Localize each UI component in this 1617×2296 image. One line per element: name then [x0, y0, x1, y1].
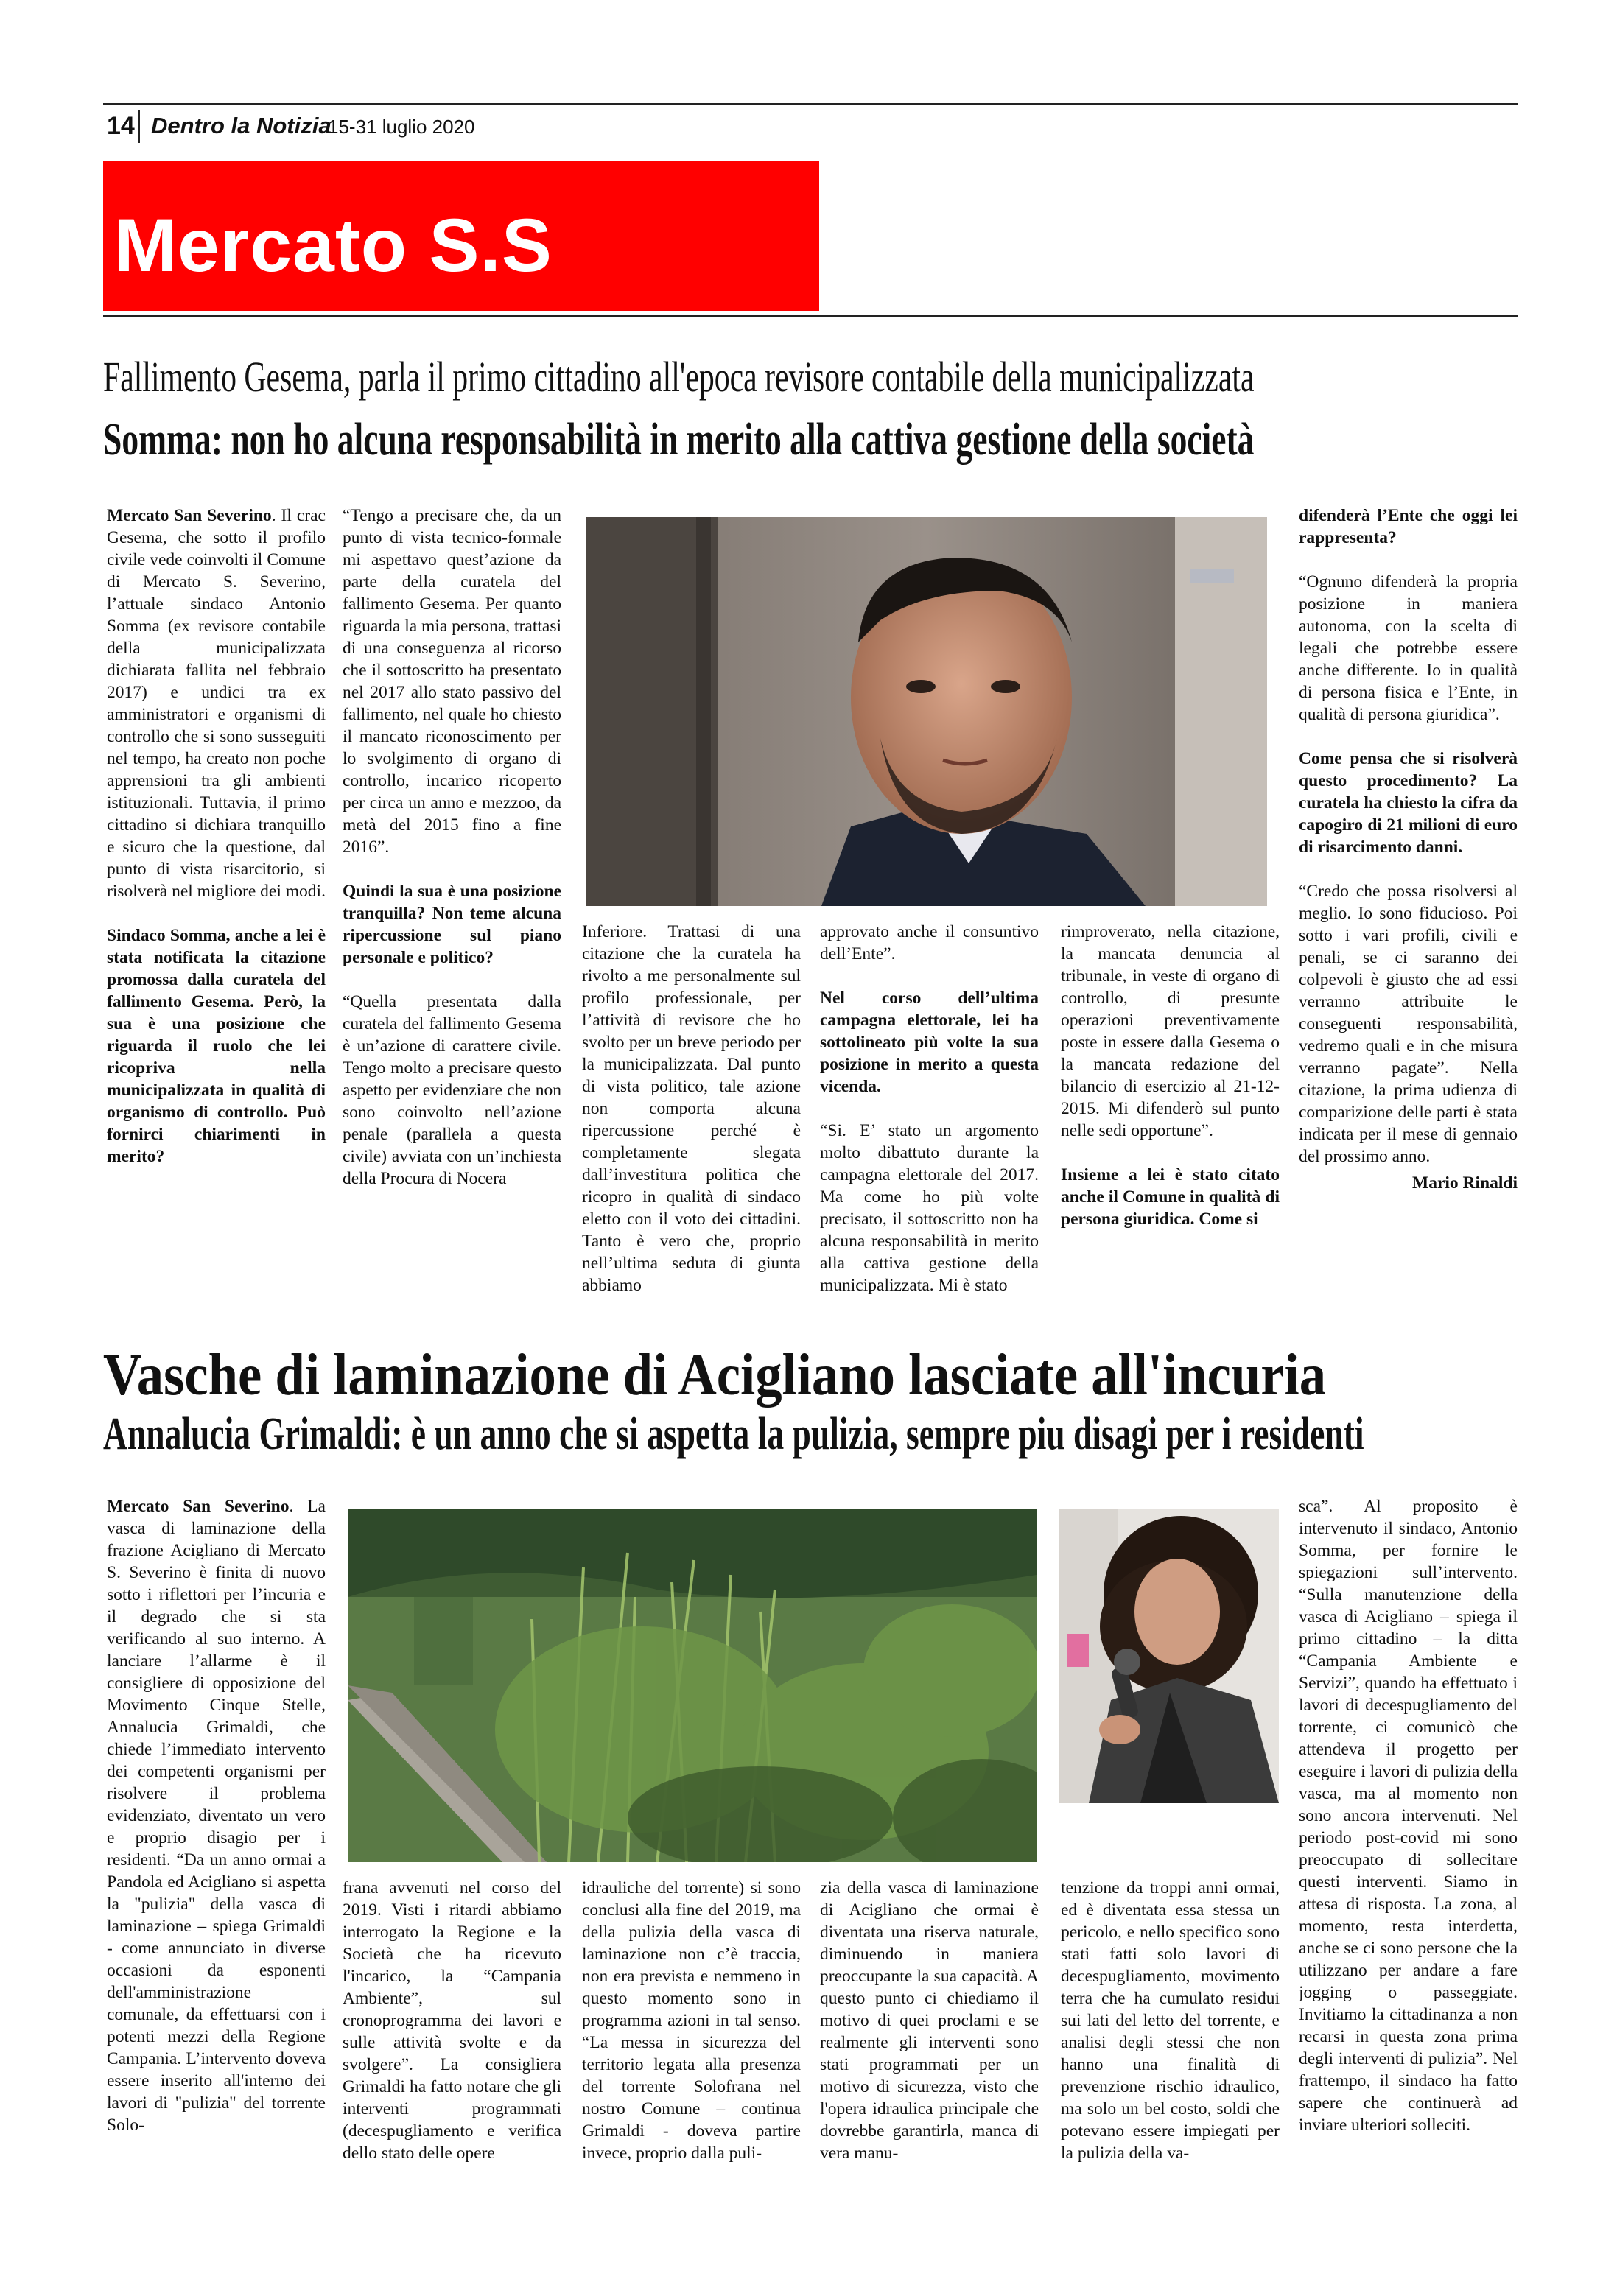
article2-paragraph: frana avvenuti nel corso del 2019. Visti i ritardi abbiamo interrogato la Regione e la Società che ha ricevuto l'incarico, la “Campania Ambiente”, sul cronoprogramma dei lavori e sulle attività svolte e da svolgere”. La consigliera Grimaldi ha fatto notare che gli interventi programmati (decespugliamento e verifica dello stato delle opere: [343, 1878, 561, 2163]
article1-headline: Somma: non ho alcuna responsabilità in merito alla cattiva gestione della società: [103, 415, 1255, 465]
article1-column-4: [820, 921, 1039, 1315]
article2-grimaldi-photo: [1059, 1509, 1279, 1803]
article2-paragraph: zia della vasca di laminazione di Acigliano che ormai è diventata una riserva naturale, diminuendo in maniera preoccupante la sua capacità. A questo punto ci chiediamo il motivo di quei proclami e se realmente gli interventi sono stati programmati per un motivo di sicurezza, visto che l'opera idraulica principale che dovrebbe garantirla, manca di vera manu-: [820, 1878, 1039, 2163]
article2-column-5: [1061, 1877, 1280, 2275]
section-rule: [103, 315, 1518, 317]
article2-headline: Vasche di laminazione di Acigliano lasciate all'incuria: [103, 1343, 1327, 1408]
issue-date: 15-31 luglio 2020: [328, 116, 475, 138]
section-title: Mercato S.S: [114, 203, 553, 287]
article1-column-5: [1061, 921, 1280, 1315]
article2-column-4: [820, 1877, 1039, 2275]
article1-paragraph: “Credo che possa risolversi al meglio. Io sono fiducioso. Poi sotto i vari profili, civili e penali, se ci saranno dei colpevoli è giusto che ad essi verranno attribuite le conseguenti responsabilità, vedremo quali e in che misura verranno pagate”. Nella citazione, la prima udienza di comparizione delle parti è stata indicata per il mese di gennaio del prossimo anno.: [1299, 882, 1518, 1166]
publication-name: Dentro la Notizia: [151, 113, 332, 138]
article1-paragraph: Inferiore. Trattasi di una citazione che la curatela ha rivolto a me personalmente sul profilo professionale, per l’attività di revisore che ho svolto per un breve periodo per la municipalizzata. Dal punto di vista politico, tale azione non comporta alcuna ripercussione perché è completamente slegata dall’investitura politica che ricopro in qualità di sindaco eletto con il voto dei cittadini. Tanto è vero che, proprio nell’ultima seduta di giunta abbiamo: [582, 922, 801, 1295]
article1-question: Nel corso dell’ultima campagna elettorale, lei ha sottolineato più volte la sua posizione in merito a questa vicenda.: [820, 989, 1039, 1096]
page-number: 14: [107, 112, 135, 140]
article2-paragraph: sca”. Al proposito è intervenuto il sindaco, Antonio Somma, per fornire le spiegazioni sull’intervento. “Sulla manutenzione della vasca di Acigliano – spiega il primo cittadino – la ditta “Campania Ambiente e Servizi”, quando ha effettuato i lavori di decespugliamento del torrente, ci comunicò che attendeva il progetto per eseguire i lavori di pulizia della vasca, ma al momento non sono ancora intervenuti. Nel periodo post-covid mi sono preoccupato di sollecitare questi interventi. Siamo in attesa di risposta. La zona, al momento, resta interdetta, anche se ci sono persone che la utilizzano per andare a fare jogging o passeggiate. Invitiamo la cittadinanza a non recarsi in questa zona prima degli interventi di pulizia”. Nel frattempo, il sindaco ha fatto sapere che continuerà ad inviare ulteriori solleciti.: [1299, 1497, 1518, 2135]
article1-column-6: [1299, 505, 1518, 1315]
article1-paragraph: Mercato San Severino. Il crac Gesema, che sotto il profilo civile vede coinvolti il Comune di Mercato S. Severino, l’attuale sindaco Antonio Somma (ex revisore contabile della municipalizzata dichiarata fallita nel febbraio 2017) e undici tra ex amministratori e organismi di controllo che si sono susseguiti nel tempo, ha creato non poche apprensioni tra gli ambienti istituzionali. Tuttavia, il primo cittadino si dichiara tranquillo e sicuro che la questione, dal punto di vista risarcitorio, si risolverà nel migliore dei modi.: [107, 506, 326, 901]
article2-column-6: [1299, 1495, 1518, 2276]
article2-column-1: [107, 1495, 326, 2276]
portrait-image: [586, 517, 1267, 906]
masthead-divider: [138, 110, 140, 143]
article2-subheadline: Annalucia Grimaldi: è un anno che si aspetta la pulizia, sempre piu disagi per i residenti: [103, 1409, 1364, 1459]
article1-paragraph: “Quella presentata dalla curatela del fallimento Gesema è un’azione di carattere civile. Tengo molto a precisare questo aspetto per evidenziare che non sono coinvolto nell’azione penale (parallela a questa civile) avviata con un’inchiesta della Procura di Nocera: [343, 992, 561, 1188]
article2-paragraph: idrauliche del torrente) si sono conclusi alla fine del 2019, ma della pulizia della vasca di laminazione non c’è traccia, non era prevista e nemmeno in questo momento sono in programma azioni in tal senso. “La messa in sicurezza del territorio legata alla presenza del torrente Solofrana nel nostro Comune – continua Grimaldi - doveva partire invece, proprio dalla puli-: [582, 1878, 801, 2163]
article1-question: difenderà l’Ente che oggi lei rappresenta?: [1299, 506, 1518, 547]
article1-paragraph: rimproverato, nella citazione, la mancata denuncia al tribunale, in veste di organo di controllo, di presunte operazioni preventivamente poste in essere dalla Gesema o la mancata redazione del bilancio di esercizio al 21-12-2015. Mi difenderò sul punto nelle sedi opportune”.: [1061, 922, 1280, 1140]
article1-column-3: [582, 921, 801, 1315]
article1-byline: Mario Rinaldi: [1412, 1173, 1518, 1193]
article1-question: Come pensa che si risolverà questo procedimento? La curatela ha chiesto la cifra da capogiro di 21 milioni di euro di risarcimento danni.: [1299, 749, 1518, 857]
article2-column-2: [343, 1877, 561, 2275]
article1-column-2: [343, 505, 561, 1315]
article1-question: Insieme a lei è stato citato anche il Comune in qualità di persona giuridica. Come si: [1061, 1165, 1280, 1229]
article1-question: Sindaco Somma, anche a lei è stata notificata la citazione promossa dalla curatela del fallimento Gesema. Però, la sua è una posizione che riguarda il ruolo che lei ricopriva nella municipalizzata in qualità di organismo di controllo. Può fornirci chiarimenti in merito?: [107, 926, 326, 1166]
article2-paragraph: Mercato San Severino. La vasca di laminazione della frazione Acigliano di Mercato S. Severino è finita di nuovo sotto i riflettori per l’incuria e il degrado che si sta verificando al suo interno. A lanciare l’allarme è il consigliere di opposizione del Movimento Cinque Stelle, Annalucia Grimaldi, che chiede l’immediato intervento dei competenti organismi per risolvere il problema evidenziato, diventato un vero e proprio disagio per i residenti. “Da un anno ormai a Pandola ed Acigliano si aspetta la "pulizia" della vasca di laminazione – spiega Grimaldi - come annunciato in diverse occasioni da esponenti dell'amministrazione comunale, da effettuarsi con i potenti mezzi della Regione Campania. L’intervento doveva essere inserito all'interno dei lavori di "pulizia" del torrente Solo-: [107, 1497, 326, 2135]
article1-portrait-photo: [586, 517, 1267, 906]
article1-paragraph: “Ognuno difenderà la propria posizione in maniera autonoma, con la scelta di legali che potrebbe essere anche differente. Io in qualità di persona fisica e l’Ente, in qualità di persona giuridica”.: [1299, 572, 1518, 724]
grimaldi-image: [1059, 1509, 1279, 1803]
article2-column-3: [582, 1877, 801, 2275]
article2-basin-photo: [348, 1509, 1037, 1862]
basin-image: [348, 1509, 1037, 1862]
article1-question: Quindi la sua è una posizione tranquilla? Non teme alcuna ripercussione sul piano personale e politico?: [343, 882, 561, 967]
article1-paragraph: “Si. E’ stato un argomento molto dibattuto durante la campagna elettorale del 2017. Ma come ho più volte precisato, il sottoscritto non ha alcuna responsabilità in merito alla cattiva gestione della municipalizzata. Mi è stato: [820, 1121, 1039, 1295]
article1-paragraph: approvato anche il consuntivo dell’Ente”.: [820, 922, 1039, 963]
top-rule: [103, 103, 1518, 105]
article1-column-1: [107, 505, 326, 1315]
article1-paragraph: “Tengo a precisare che, da un punto di vista tecnico-formale mi aspettavo quest’azione da parte della curatela del fallimento Gesema. Per quanto riguarda la mia persona, trattasi di una conseguenza al ricorso che il sottoscritto ha presentato nel 2017 allo stato passivo del fallimento, nel quale ho chiesto il mancato riconoscimento per lo svolgimento di organo di controllo, incarico ricoperto per circa un anno e mezzoo, da metà del 2015 fino a fine 2016”.: [343, 506, 561, 857]
article2-paragraph: tenzione da troppi anni ormai, ed è diventata essa stessa un pericolo, e nello specifico sono stati fatti solo lavori di decespugliamento, movimento terra che ha cumulato residui sui lati del letto del torrente, e analisi degli stessi che non hanno una finalità di prevenzione rischio idraulico, ma solo un bel costo, soldi che potevano essere impiegati per la pulizia della va-: [1061, 1878, 1280, 2163]
article1-kicker: Fallimento Gesema, parla il primo cittadino all'epoca revisore contabile della municipalizzata: [103, 353, 1255, 401]
